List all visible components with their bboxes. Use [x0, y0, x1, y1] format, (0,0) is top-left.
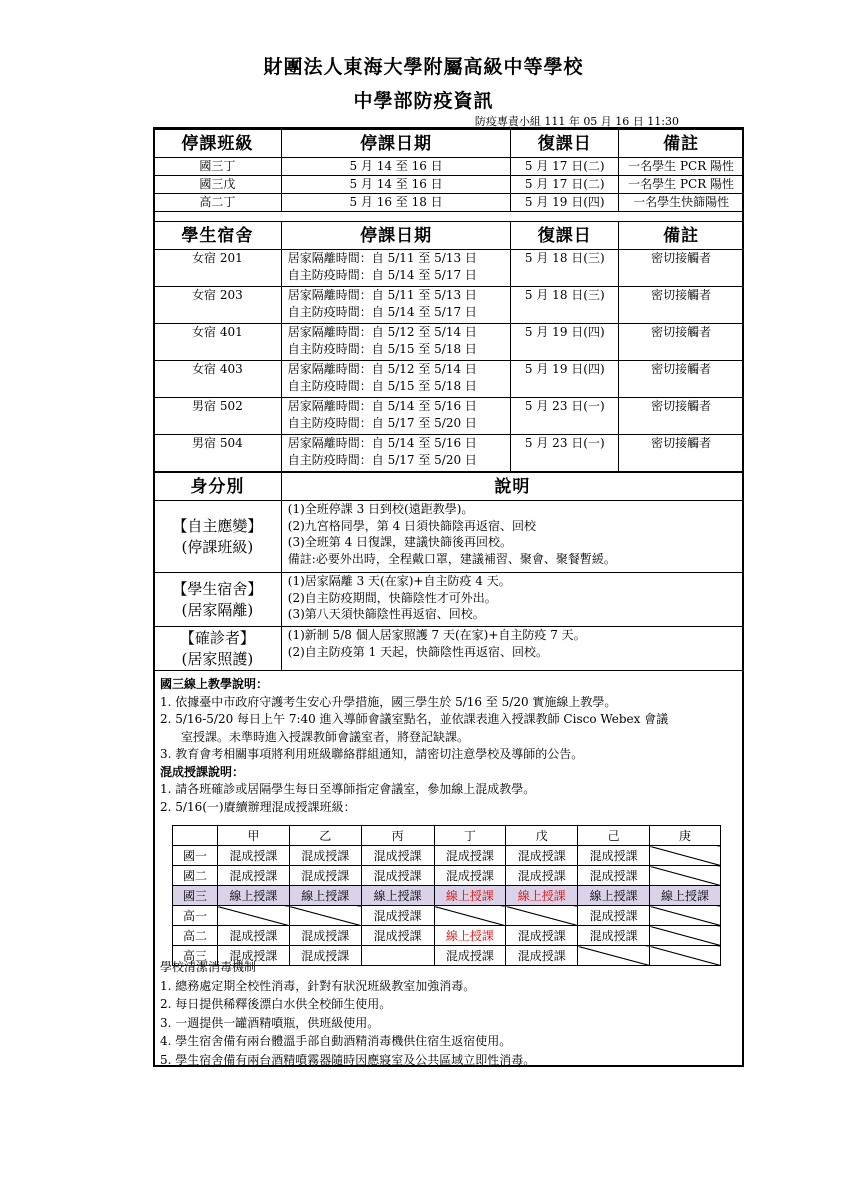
mode-cell: 混成授課	[361, 866, 434, 886]
cleaning-item: 2. 每日提供稀釋後漂白水供全校師生使用。	[160, 997, 392, 1011]
self-protect-period: 自主防疫時間：自 5/17 至 5/20 日	[287, 453, 477, 467]
note-cell: 密切接觸者	[619, 287, 744, 324]
date-cell: 5 月 16 至 18 日	[281, 194, 511, 212]
period-cell	[281, 361, 511, 398]
online-item: 1. 依據臺中市政府守護考生安心升學措施，國三學生於 5/16 至 5/20 實施線上教學。	[160, 694, 617, 709]
quarantine-period: 居家隔離時間：自 5/11 至 5/13 日	[287, 251, 477, 265]
mode-cell: 混成授課	[434, 946, 506, 966]
self-protect-period: 自主防疫時間：自 5/17 至 5/20 日	[287, 416, 477, 430]
table-row	[154, 361, 744, 398]
explain-line: (1)全班停課 3 日到校(遠距教學)。	[287, 502, 474, 516]
col-header: 丙	[361, 826, 434, 846]
suspended-class-table	[153, 129, 744, 212]
mode-cell: 線上授課	[578, 886, 650, 906]
note-cell: 密切接觸者	[619, 324, 744, 361]
table-row	[154, 573, 744, 627]
col-header: 甲	[217, 826, 289, 846]
note-cell: 密切接觸者	[619, 250, 744, 287]
mode-cell: 混成授課	[506, 946, 578, 966]
mode-cell: 混成授課	[506, 866, 578, 886]
quarantine-period: 居家隔離時間：自 5/12 至 5/14 日	[287, 325, 477, 339]
explain-line: (1)新制 5/8 個人居家照護 7 天(在家)+自主防疫 7 天。	[287, 628, 586, 642]
col-header-resume: 復課日	[511, 130, 619, 158]
explain-line: (3)全班第 4 日復課，建議快篩後再回校。	[287, 535, 513, 549]
table-row	[154, 324, 744, 361]
online-item: 2. 5/16-5/20 每日上午 7:40 進入導師會議室點名，並依課表進入授課教師 Cisco Webex 會議	[160, 712, 669, 726]
resume-cell: 5 月 19 日(四)	[511, 324, 619, 361]
table-row	[154, 250, 744, 287]
mode-cell: 混成授課	[361, 906, 434, 926]
col-header: 丁	[434, 826, 506, 846]
school-title: 財團法人東海大學附屬高級中等學校	[263, 56, 584, 78]
room-cell: 男宿 504	[154, 435, 282, 472]
self-protect-period: 自主防疫時間：自 5/14 至 5/17 日	[287, 268, 477, 282]
mode-cell: 混成授課	[217, 866, 289, 886]
table-row	[154, 287, 744, 324]
mode-cell: 線上授課	[650, 886, 721, 906]
col-header-dorm: 學生宿舍	[154, 222, 282, 250]
col-header-note: 備註	[619, 222, 744, 250]
period-cell	[281, 435, 511, 472]
grade-cell: 國二	[173, 866, 218, 886]
role-type: (居家隔離)	[181, 600, 254, 619]
mode-cell: 線上授課	[361, 886, 434, 906]
role-type: (居家照護)	[181, 649, 254, 668]
quarantine-period: 居家隔離時間：自 5/11 至 5/13 日	[287, 288, 477, 302]
resume-cell: 5 月 17 日(二)	[511, 176, 619, 194]
period-cell	[281, 324, 511, 361]
self-protect-period: 自主防疫時間：自 5/15 至 5/18 日	[287, 379, 477, 393]
mode-cell: 線上授課	[289, 886, 361, 906]
note-cell: 密切接觸者	[619, 398, 744, 435]
note-cell: 一名學生快篩陽性	[619, 194, 744, 212]
explain-cell	[281, 501, 743, 573]
col-header: 戊	[506, 826, 578, 846]
col-header: 庚	[650, 826, 721, 846]
mode-cell: 混成授課	[361, 846, 434, 866]
corner-cell	[173, 826, 218, 846]
col-header: 己	[578, 826, 650, 846]
room-cell: 女宿 401	[154, 324, 282, 361]
mode-cell: 混成授課	[578, 906, 650, 926]
online-heading: 國三線上教學說明：	[160, 677, 269, 691]
resume-cell: 5 月 18 日(三)	[511, 287, 619, 324]
col-header-resume: 復課日	[511, 222, 619, 250]
explain-line: 備註:必要外出時，全程戴口罩，建議補習、聚會、聚餐暫緩。	[287, 551, 616, 566]
empty-slashed-cell	[650, 846, 721, 866]
grade-cell: 高二	[173, 926, 218, 946]
mode-cell: 混成授課	[217, 946, 289, 966]
room-cell: 女宿 403	[154, 361, 282, 398]
empty-slashed-cell	[289, 906, 361, 926]
cleaning-notes	[160, 958, 738, 1069]
col-header-role: 身分別	[154, 473, 282, 501]
table-row	[173, 926, 721, 946]
update-stamp: 防疫專責小組 111 年 05 月 16 日 11:30	[474, 115, 679, 128]
table-row	[173, 846, 721, 866]
empty-slashed-cell	[217, 906, 289, 926]
resume-cell: 5 月 19 日(四)	[511, 361, 619, 398]
note-cell: 密切接觸者	[619, 435, 744, 472]
resume-cell: 5 月 19 日(四)	[511, 194, 619, 212]
table-row	[154, 627, 744, 671]
mode-cell: 線上授課	[217, 886, 289, 906]
role-cell	[154, 501, 282, 573]
col-header: 乙	[289, 826, 361, 846]
table-row	[154, 501, 744, 573]
explain-line: (2)自主防疫期間，快篩陰性才可外出。	[287, 590, 497, 605]
room-cell: 女宿 201	[154, 250, 282, 287]
online-item-cont: 室授課。未準時進入授課教師會議室者，將登記缺課。	[181, 729, 470, 744]
grade-cell: 國三	[173, 886, 218, 906]
cleaning-item: 3. 一週提供一罐酒精噴瓶，供班級使用。	[160, 1015, 380, 1030]
table-row	[173, 886, 721, 906]
date-cell: 5 月 14 至 16 日	[281, 158, 511, 176]
mode-cell: 混成授課	[217, 926, 289, 946]
col-header-date: 停課日期	[281, 222, 511, 250]
table-row	[154, 194, 744, 212]
mode-cell: 混成授課	[289, 926, 361, 946]
explain-line: (3)第八天須快篩陰性再返宿、回校。	[287, 607, 485, 621]
quarantine-period: 居家隔離時間：自 5/14 至 5/16 日	[287, 436, 477, 450]
table-row	[154, 176, 744, 194]
col-header-explain: 說明	[281, 473, 743, 501]
class-cell: 國三戊	[154, 176, 282, 194]
grade-cell: 國一	[173, 846, 218, 866]
table-row	[154, 435, 744, 472]
mode-cell: 混成授課	[289, 866, 361, 886]
col-header-note: 備註	[619, 130, 744, 158]
role-name: 【學生宿舍】	[172, 579, 263, 598]
mode-cell: 混成授課	[434, 866, 506, 886]
mode-cell-alert: 線上授課	[506, 886, 578, 906]
date-cell: 5 月 14 至 16 日	[281, 176, 511, 194]
mode-cell: 混成授課	[361, 926, 434, 946]
mode-cell: 混成授課	[506, 926, 578, 946]
mode-cell: 混成授課	[578, 846, 650, 866]
role-name: 【自主應變】	[172, 516, 263, 535]
role-cell	[154, 573, 282, 627]
period-cell	[281, 250, 511, 287]
self-protect-period: 自主防疫時間：自 5/15 至 5/18 日	[287, 342, 477, 356]
class-cell: 高二丁	[154, 194, 282, 212]
role-cell	[154, 627, 282, 671]
explain-line: (2)自主防疫第 1 天起，快篩陰性再返宿、回校。	[287, 644, 549, 659]
mode-cell: 混成授課	[217, 846, 289, 866]
mixed-item: 2. 5/16(一)賡續辦理混成授課班級：	[160, 799, 356, 814]
mode-cell: 混成授課	[289, 946, 361, 966]
table-header-row	[173, 826, 721, 846]
mixed-teaching-table	[172, 825, 721, 966]
table-row	[173, 906, 721, 926]
empty-slashed-cell	[650, 906, 721, 926]
quarantine-period: 居家隔離時間：自 5/14 至 5/16 日	[287, 399, 477, 413]
mode-cell: 混成授課	[578, 866, 650, 886]
dorm-table	[153, 221, 744, 472]
cleaning-item: 4. 學生宿舍備有兩台體溫手部自動酒精消毒機供住宿生返宿使用。	[160, 1034, 512, 1048]
role-table	[153, 472, 744, 671]
explain-line: (2)九宮格同學，第 4 日須快篩陰再返宿、回校	[287, 518, 537, 533]
mixed-heading: 混成授課說明：	[160, 764, 245, 779]
quarantine-period: 居家隔離時間：自 5/12 至 5/14 日	[287, 362, 477, 376]
explain-line: (1)居家隔離 3 天(在家)+自主防疫 4 天。	[287, 574, 511, 588]
page-title: 中學部防疫資訊	[353, 90, 494, 112]
note-cell: 一名學生 PCR 陽性	[619, 176, 744, 194]
grade-cell: 高三	[173, 946, 218, 966]
role-name: 【確診者】	[179, 628, 255, 647]
mode-cell: 混成授課	[289, 846, 361, 866]
mixed-item: 1. 請各班確診或居隔學生每日至導師指定會議室，參加線上混成教學。	[160, 782, 536, 796]
note-cell: 一名學生 PCR 陽性	[619, 158, 744, 176]
mode-cell: 混成授課	[578, 926, 650, 946]
self-protect-period: 自主防疫時間：自 5/14 至 5/17 日	[287, 305, 477, 319]
resume-cell: 5 月 23 日(一)	[511, 435, 619, 472]
table-row	[154, 398, 744, 435]
explain-cell	[281, 573, 743, 627]
room-cell: 女宿 203	[154, 287, 282, 324]
room-cell: 男宿 502	[154, 398, 282, 435]
resume-cell: 5 月 17 日(二)	[511, 158, 619, 176]
note-cell: 密切接觸者	[619, 361, 744, 398]
class-cell: 國三丁	[154, 158, 282, 176]
grade-cell: 高一	[173, 906, 218, 926]
cleaning-heading: 學校清潔消毒機制	[160, 960, 257, 974]
resume-cell: 5 月 18 日(三)	[511, 250, 619, 287]
cleaning-item: 1. 總務處定期全校性消毒，針對有狀況班級教室加強消毒。	[160, 978, 476, 993]
mode-cell-alert: 線上授課	[434, 886, 506, 906]
mode-cell: 混成授課	[434, 846, 506, 866]
cleaning-item: 5. 學生宿舍備有兩台酒精噴霧器隨時因應寢室及公共區域立即性消毒。	[160, 1052, 536, 1067]
period-cell	[281, 287, 511, 324]
mode-cell-alert: 線上授課	[434, 926, 506, 946]
role-type: (停課班級)	[181, 537, 254, 556]
empty-slashed-cell	[506, 906, 578, 926]
period-cell	[281, 398, 511, 435]
explain-cell	[281, 627, 743, 671]
col-header-class: 停課班級	[154, 130, 282, 158]
table-row	[154, 158, 744, 176]
mode-cell: 混成授課	[506, 846, 578, 866]
online-item: 3. 教育會考相關事項將利用班級聯絡群組通知，請密切注意學校及導師的公告。	[160, 747, 584, 761]
empty-slashed-cell	[650, 926, 721, 946]
table-row	[173, 866, 721, 886]
empty-slashed-cell	[650, 866, 721, 886]
online-teaching-notes	[160, 676, 738, 816]
empty-slashed-cell	[434, 906, 506, 926]
resume-cell: 5 月 23 日(一)	[511, 398, 619, 435]
col-header-date: 停課日期	[281, 130, 511, 158]
